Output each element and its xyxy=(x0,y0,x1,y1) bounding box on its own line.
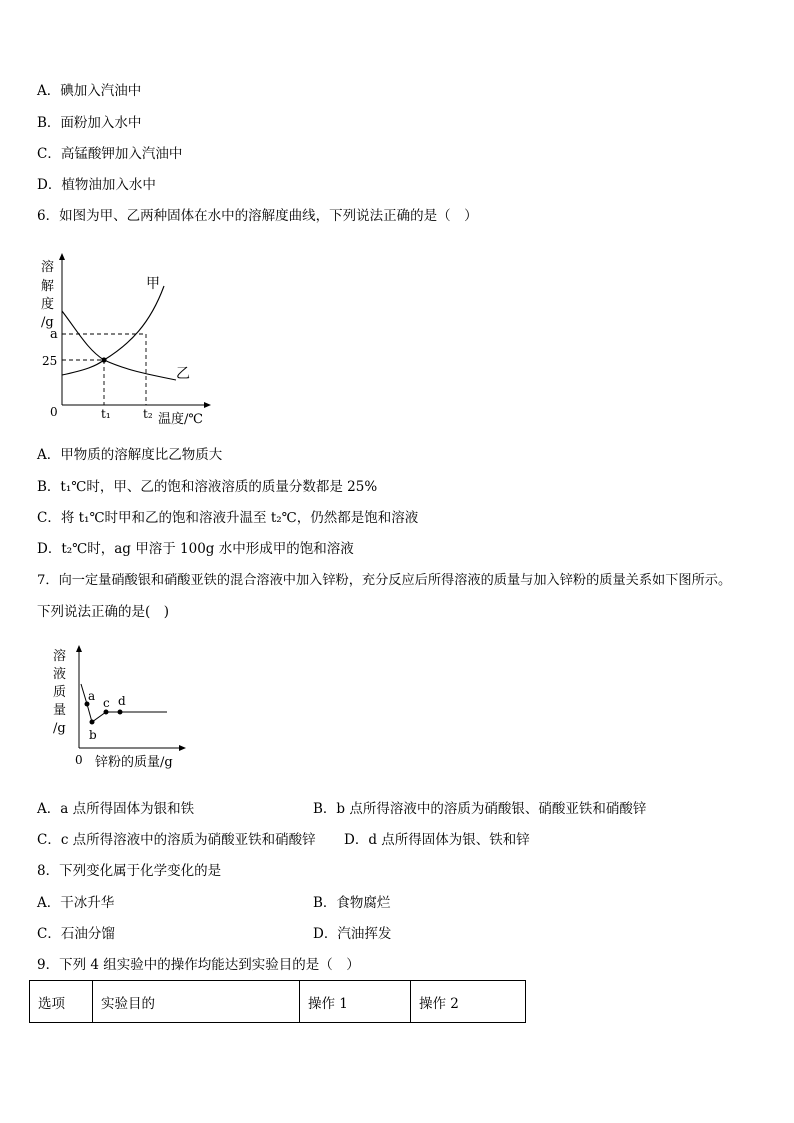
q8-option-d: D．汽油挥发 xyxy=(313,926,392,942)
q7-point-c xyxy=(104,710,109,715)
q7-y-label-1: 溶 xyxy=(53,649,67,664)
q6-y-label-3: 度 xyxy=(41,297,55,312)
q8-option-b: B．食物腐烂 xyxy=(313,895,391,911)
q8-option-a: A．干冰升华 xyxy=(37,895,115,911)
q7-y-label-4: 量 xyxy=(53,703,67,718)
q7-option-d: D．d 点所得固体为银、铁和锌 xyxy=(344,832,530,848)
q6-label-jia: 甲 xyxy=(146,276,160,292)
q6-stem: 6．如图为甲、乙两种固体在水中的溶解度曲线，下列说法正确的是（ ） xyxy=(37,208,478,224)
q6-y-label-1: 溶 xyxy=(41,260,55,275)
q7-y-label-2: 液 xyxy=(53,667,67,682)
q6-y-label-4: /g xyxy=(41,315,54,330)
q6-option-b: B．t₁℃时，甲、乙的饱和溶液溶质的质量分数都是 25% xyxy=(37,479,378,495)
q9-stem: 9．下列 4 组实验中的操作均能达到实验目的是（ ） xyxy=(37,957,360,973)
q6-curve-jia xyxy=(62,286,164,375)
q5-option-b: B．面粉加入水中 xyxy=(37,115,142,131)
q9-table xyxy=(29,980,526,1023)
q6-y-label-2: 解 xyxy=(41,279,55,294)
q7-option-c: C．c 点所得溶液中的溶质为硝酸亚铁和硝酸锌 xyxy=(37,832,316,848)
q7-x-label: 锌粉的质量/g xyxy=(95,755,173,770)
q6-option-c: C．将 t₁℃时甲和乙的饱和溶液升温至 t₂℃，仍然都是饱和溶液 xyxy=(37,510,419,526)
q6-label-yi: 乙 xyxy=(176,366,190,382)
q7-y-label-5: /g xyxy=(53,721,66,736)
q6-intersection-point xyxy=(101,357,106,362)
q7-label-d: d xyxy=(118,694,126,708)
q8-stem: 8．下列变化属于化学变化的是 xyxy=(37,863,222,879)
q6-x-tick-t2: t₂ xyxy=(143,407,153,421)
q8-option-c: C．石油分馏 xyxy=(37,926,115,942)
q7-stem-line2: 下列说法正确的是( ) xyxy=(37,604,170,620)
q5-option-d: D．植物油加入水中 xyxy=(37,177,156,193)
q7-label-c: c xyxy=(103,696,110,710)
q9-header-op1: 操作 1 xyxy=(300,981,411,1023)
q7-origin: 0 xyxy=(75,753,83,767)
q6-guide-25 xyxy=(62,360,104,405)
q7-stem-line1: 7．向一定量硝酸银和硝酸亚铁的混合溶液中加入锌粉，充分反应后所得溶液的质量与加入锌粉的质量关系如下图所示。 xyxy=(37,573,732,588)
q6-option-a: A．甲物质的溶解度比乙物质大 xyxy=(37,447,223,463)
q6-solubility-figure xyxy=(30,248,230,430)
q6-option-d: D．t₂℃时，ag 甲溶于 100g 水中形成甲的饱和溶液 xyxy=(37,541,354,557)
q6-x-label: 温度/℃ xyxy=(158,412,203,427)
q7-y-label-3: 质 xyxy=(53,685,67,700)
q9-header-purpose: 实验目的 xyxy=(93,981,300,1023)
q5-option-a: A．碘加入汽油中 xyxy=(37,83,142,99)
q6-curve-yi xyxy=(62,311,176,380)
q9-header-op2: 操作 2 xyxy=(411,981,526,1023)
q7-mass-figure xyxy=(45,640,205,775)
q7-label-b: b xyxy=(89,728,97,742)
q7-point-d xyxy=(118,710,123,715)
table-row xyxy=(30,981,526,1023)
q6-x-tick-t1: t₁ xyxy=(101,407,111,421)
q7-label-a: a xyxy=(88,689,96,703)
q6-y-tick-25: 25 xyxy=(42,354,58,368)
q7-option-b: B．b 点所得溶液中的溶质为硝酸银、硝酸亚铁和硝酸锌 xyxy=(313,801,647,817)
q7-point-b xyxy=(90,720,95,725)
q6-y-tick-a: a xyxy=(50,327,58,342)
q7-option-a: A．a 点所得固体为银和铁 xyxy=(37,801,195,817)
q9-header-option: 选项 xyxy=(30,981,93,1023)
q5-option-c: C．高锰酸钾加入汽油中 xyxy=(37,146,183,162)
q6-origin: 0 xyxy=(50,405,58,419)
